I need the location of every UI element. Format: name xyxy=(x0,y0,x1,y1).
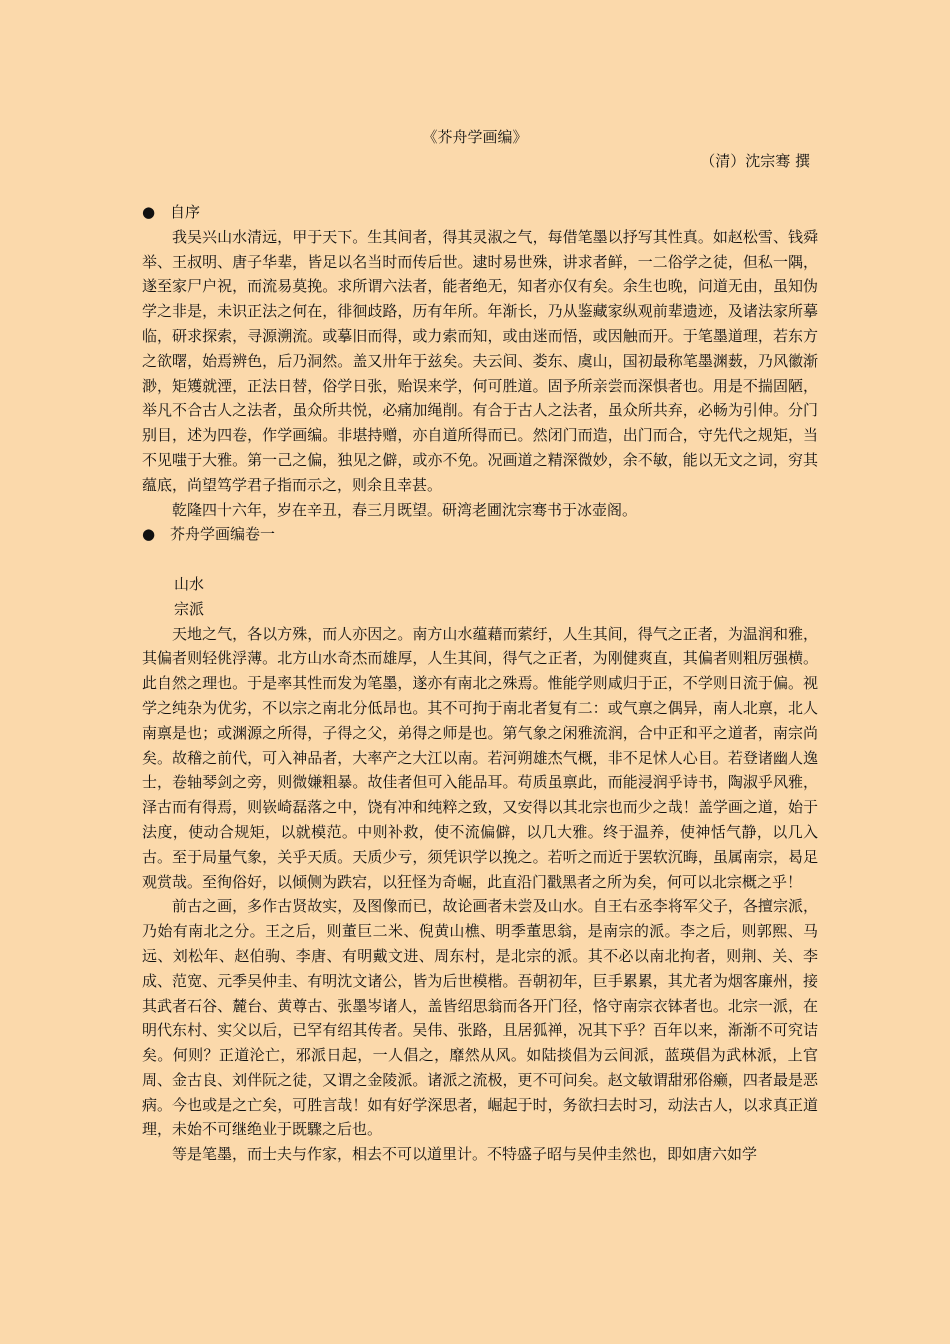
body-paragraph: 前古之画，多作古贤故实，及图像而已，故论画者未尝及山水。自王右丞李将军父子，各擅宗派，乃始有南北之分。王之后，则董巨二米、倪黄山樵、明季董思翁，是南宗的派。李之后，则郭熙、马远、刘松年、赵伯驹、李唐、有明戴文进、周东村，是北宗的派。其不必以南北拘者，则荆、关、李成、范宽、元季吴仲圭、有明沈文诸公，皆为后世模楷。吾朝初年，巨手累累，其尤者为烟客廉州，接其武者石谷、麓台、黄尊古、张墨岑诸人，盖皆绍思翁而各开门径，恪守南宗衣钵者也。北宗一派，在明代东村、实父以后，已罕有绍其传者。吴伟、张路，且居狐禅，况其下乎？百年以来，渐渐不可究诘矣。何则？正道沦亡，邪派日起，一人倡之，靡然从风。如陆掞倡为云间派，蓝瑛倡为武林派，上官周、金古良、刘伴阮之徒，又谓之金陵派。诸派之流极，更不可问矣。赵文敏谓甜邪俗癞，四者最是恶病。今也或是之亡矣，可胜言哉！如有好学深思者，崛起于时，务欲扫去时习，动法古人，以求真正道理，未始不可继绝业于既驟之后也。 xyxy=(142,897,818,1139)
author-line: （清）沈宗骞 撰 xyxy=(700,152,810,170)
document-body xyxy=(142,200,818,1167)
section-heading-preface xyxy=(142,200,818,225)
section-heading-volume-one xyxy=(142,522,818,547)
body-paragraph: 等是笔墨，而士夫与作家，相去不可以道里计。不特盛子昭与吴仲圭然也，即如唐六如学 xyxy=(172,1145,758,1164)
subheading-landscape: 山水 xyxy=(174,574,205,593)
subheading-schools: 宗派 xyxy=(174,599,205,618)
blank-line xyxy=(142,547,818,572)
bullet-icon: ● xyxy=(142,203,156,221)
preface-paragraph: 我吴兴山水清远，甲于天下。生其间者，得其灵淑之气，每借笔墨以抒写其性真。如赵松雪、钱舜举、王叔明、唐子华辈，皆足以名当时而传后世。逮时易世殊，讲求者鲜，一二俗学之徒，但私一隅，遂至家尸户祝，而流易莫挽。求所谓六法者，能者绝无，知者亦仅有矣。余生也晚，问道无由，虽知伪学之非是，未识正法之何在，徘徊歧路，历有年所。年渐长，乃从鉴藏家纵观前辈遗迹，及诸法家所摹临，研求探索，寻源溯流。或摹旧而得，或力索而知，或由迷而悟，或因触而开。于笔墨道理，若东方之欲曙，始焉辨色，后乃洞然。盖又卅年于兹矣。夫云间、娄东、虞山，国初最称笔墨渊薮，乃风徽渐渺，矩矱就湮，正法日替，俗学日张，贻误来学，何可胜道。固予所亲尝而深惧者也。用是不揣固陋，举凡不合古人之法者，虽众所共悦，必痛加绳削。有合于古人之法者，虽众所共弃，必畅为引伸。分门别目，述为四卷，作学画编。非堪持赠，亦自道所得而已。然闭门而造，出门而合，守先代之规矩，当不见嗤于大雅。第一己之偏，独见之僻，或亦不免。况画道之精深微妙，余不敏，能以无文之词，穷其蕴底，尚望笃学君子指而示之，则余且幸甚。 xyxy=(142,227,818,494)
document-title: 《芥舟学画编》 xyxy=(422,128,528,146)
section-heading-label: 自序 xyxy=(170,203,201,221)
bullet-icon: ● xyxy=(142,525,156,544)
body-paragraph: 天地之气，各以方殊，而人亦因之。南方山水蕴藉而萦纡，人生其间，得气之正者，为温润和雅，其偏者则轻佻浮薄。北方山水奇杰而雄厚，人生其间，得气之正者，为刚健爽直，其偏者则粗厉强横。此自然之理也。于是率其性而发为笔墨，遂亦有南北之殊焉。惟能学则咸归于正，不学则日流于偏。视学之纯杂为优劣，不以宗之南北分低昂也。其不可拘于南北者复有二：或气禀之偶异，南人北禀，北人南禀是也；或渊源之所得，子得之父，弟得之师是也。第气象之闲雅流润，合中正和平之道者，南宗尚矣。故稽之前代，可入神品者，大率产之大江以南。若河朔雄杰气概，非不足怵人心目。若登诸幽人逸士，卷轴琴剑之旁，则微嫌粗暴。故佳者但可入能品耳。苟质虽禀此，而能浸润乎诗书，陶淑乎风雅，泽古而有得焉，则嵚崎磊落之中，饶有冲和纯粹之致，又安得以其北宗也而少之哉！盖学画之道，始于法度，使动合规矩，以就模范。中则补救，使不流偏僻，以几大雅。终于温养，使神恬气静，以几入古。至于局量气象，关乎天质。天质少亏，须凭识学以挽之。若听之而近于罢软沉晦，虽属南宗，曷足观赏哉。至徇俗好，以倾侧为跌宕，以狂怪为奇崛，此直沿门戳黑者之所为矣，何可以北宗概之乎！ xyxy=(142,624,818,891)
preface-date-paragraph: 乾隆四十六年，岁在辛丑，春三月既望。研湾老圃沈宗骞书于冰壶阁。 xyxy=(172,500,638,519)
section-heading-label: 芥舟学画编卷一 xyxy=(170,525,276,544)
